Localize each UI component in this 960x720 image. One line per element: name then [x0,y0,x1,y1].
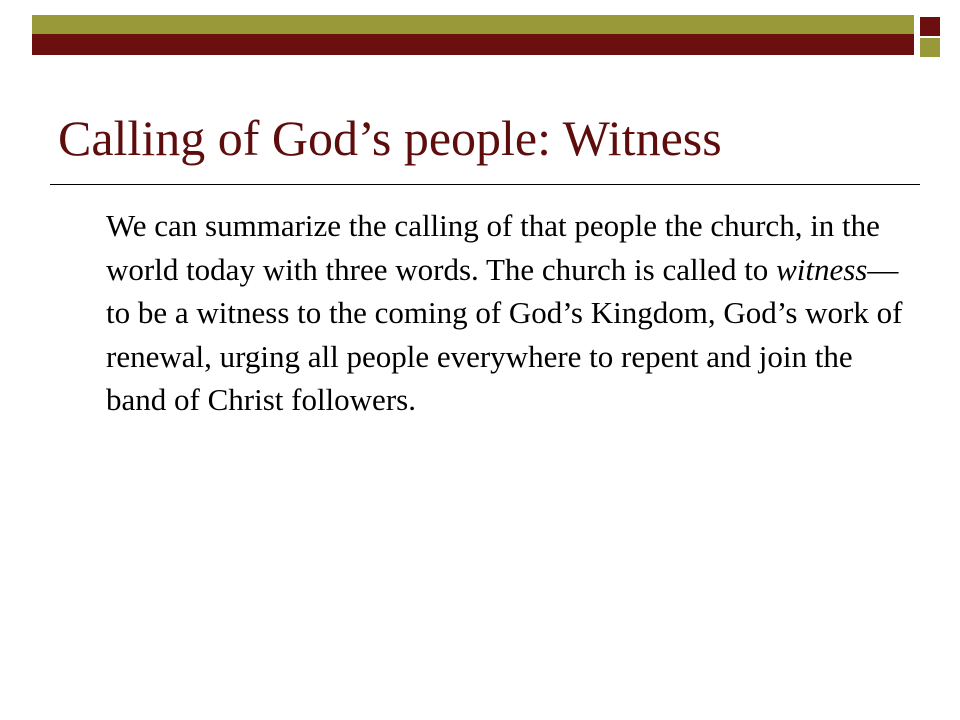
slide-body-text [106,204,906,422]
slide-title: Calling of God’s people: Witness [58,110,722,166]
header-band [32,15,914,55]
corner-decoration [920,17,940,57]
body-text-lead: We can summarize the calling of that people the church, in the world today with three words. The church is called to [106,208,880,287]
title-divider [50,184,920,185]
body-text-rest: —to be a witness to the coming of God’s Kingdom, God’s work of renewal, urging all people everywhere to repent and join the band of Christ followers. [106,251,903,417]
header-band-maroon-stripe [32,34,914,55]
corner-maroon-block [920,17,940,36]
corner-olive-block [920,38,940,57]
body-text-emphasis: witness [776,251,868,287]
header-band-olive-stripe [32,15,914,34]
